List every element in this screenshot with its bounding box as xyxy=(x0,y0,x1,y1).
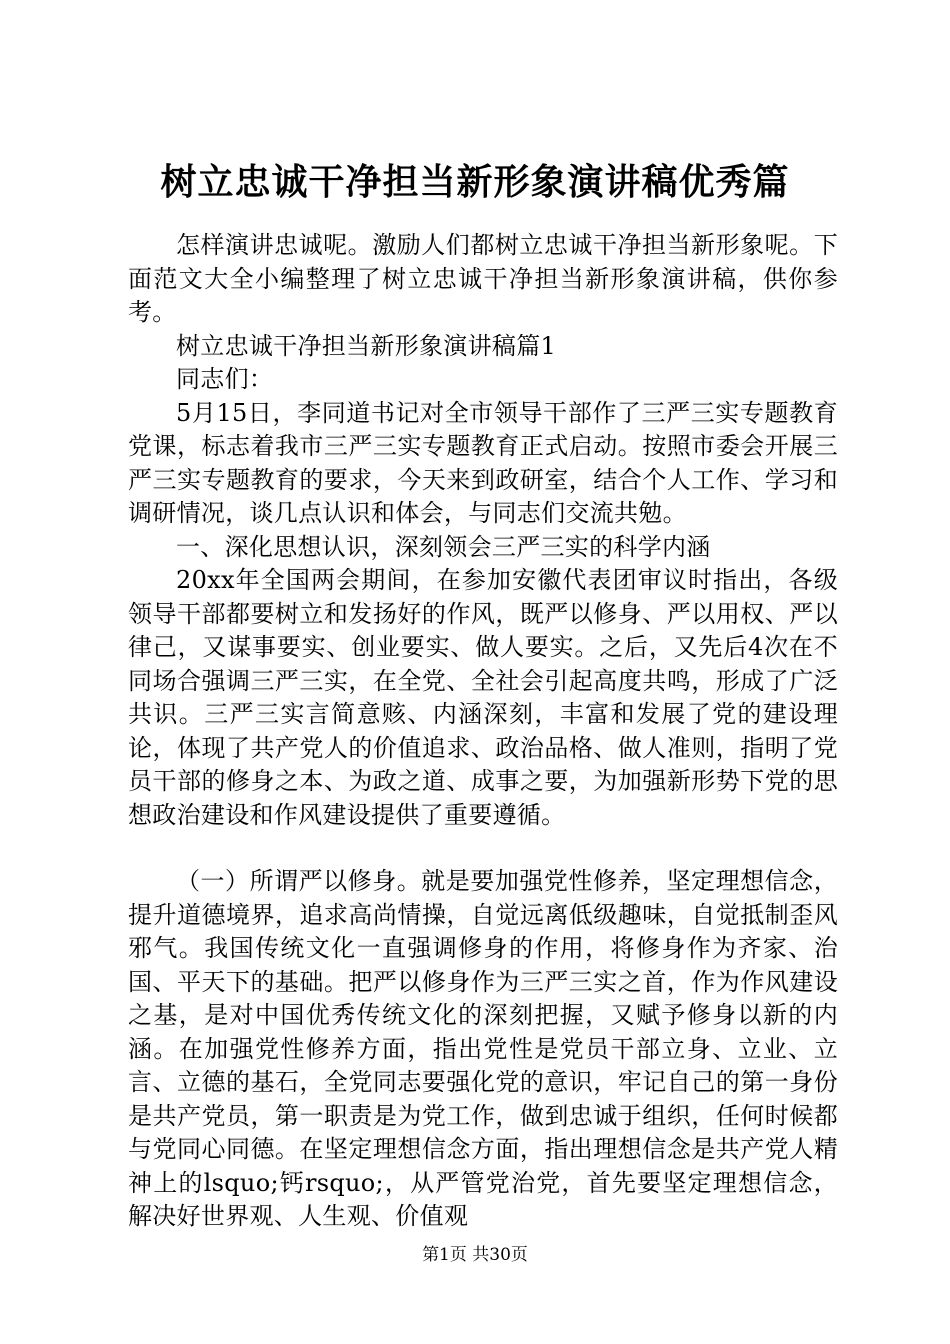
body-paragraph: （一）所谓严以修身。就是要加强党性修养，坚定理想信念，提升道德境界，追求高尚情操，自觉远离低级趣味，自觉抵制歪风邪气。我国传统文化一直强调修身的作用，将修身作为齐家、治国、平天下的基础。把严以修身作为三严三实之首，作为作风建设之基，是对中国优秀传统文化的深刻把握，又赋予修身以新的内涵。在加强党性修养方面，指出党性是党员干部立身、立业、立言、立德的基石，全党同志要强化党的意识，牢记自己的第一身份是共产党员，第一职责是为党工作，做到忠诚于组织，任何时候都与党同心同德。在坚定理想信念方面，指出理想信念是共产党人精神上的lsquo;钙rsquo;，从严管党治党，首先要坚定理想信念，解决好世界观、人生观、价值观 xyxy=(128,867,838,1230)
intro-paragraph: 怎样演讲忠诚呢。激励人们都树立忠诚干净担当新形象呢。下面范文大全小编整理了树立忠诚干净担当新形象演讲稿，供你参考。 xyxy=(128,231,838,326)
subsection-heading: 一、深化思想认识，深刻领会三严三实的科学内涵 xyxy=(176,532,711,561)
section-heading: 树立忠诚干净担当新形象演讲稿篇1 xyxy=(176,331,557,360)
body-paragraph: 5月15日，李同道书记对全市领导干部作了三严三实专题教育党课，标志着我市三严三实专题教育正式启动。按照市委会开展三严三实专题教育的要求，今天来到政研室，结合个人工作、学习和调研情况，谈几点认识和体会，与同志们交流共勉。 xyxy=(128,398,838,527)
document-title: 树立忠诚干净担当新形象演讲稿优秀篇 xyxy=(160,161,790,203)
body-paragraph: 20xx年全国两会期间，在参加安徽代表团审议时指出，各级领导干部都要树立和发扬好的作风，既严以修身、严以用权、严以律己，又谋事要实、创业要实、做人要实。之后，又先后4次在不同场合强调三严三实，在全党、全社会引起高度共鸣，形成了广泛共识。三严三实言简意赅、内涵深刻，丰富和发展了党的建设理论，体现了共产党人的价值追求、政治品格、做人准则，指明了党员干部的修身之本、为政之道、成事之要，为加强新形势下党的思想政治建设和作风建设提供了重要遵循。 xyxy=(128,566,838,829)
salutation: 同志们： xyxy=(176,365,274,393)
document-body xyxy=(128,229,838,1234)
page-footer: 第1页 共30页 xyxy=(422,1245,528,1265)
